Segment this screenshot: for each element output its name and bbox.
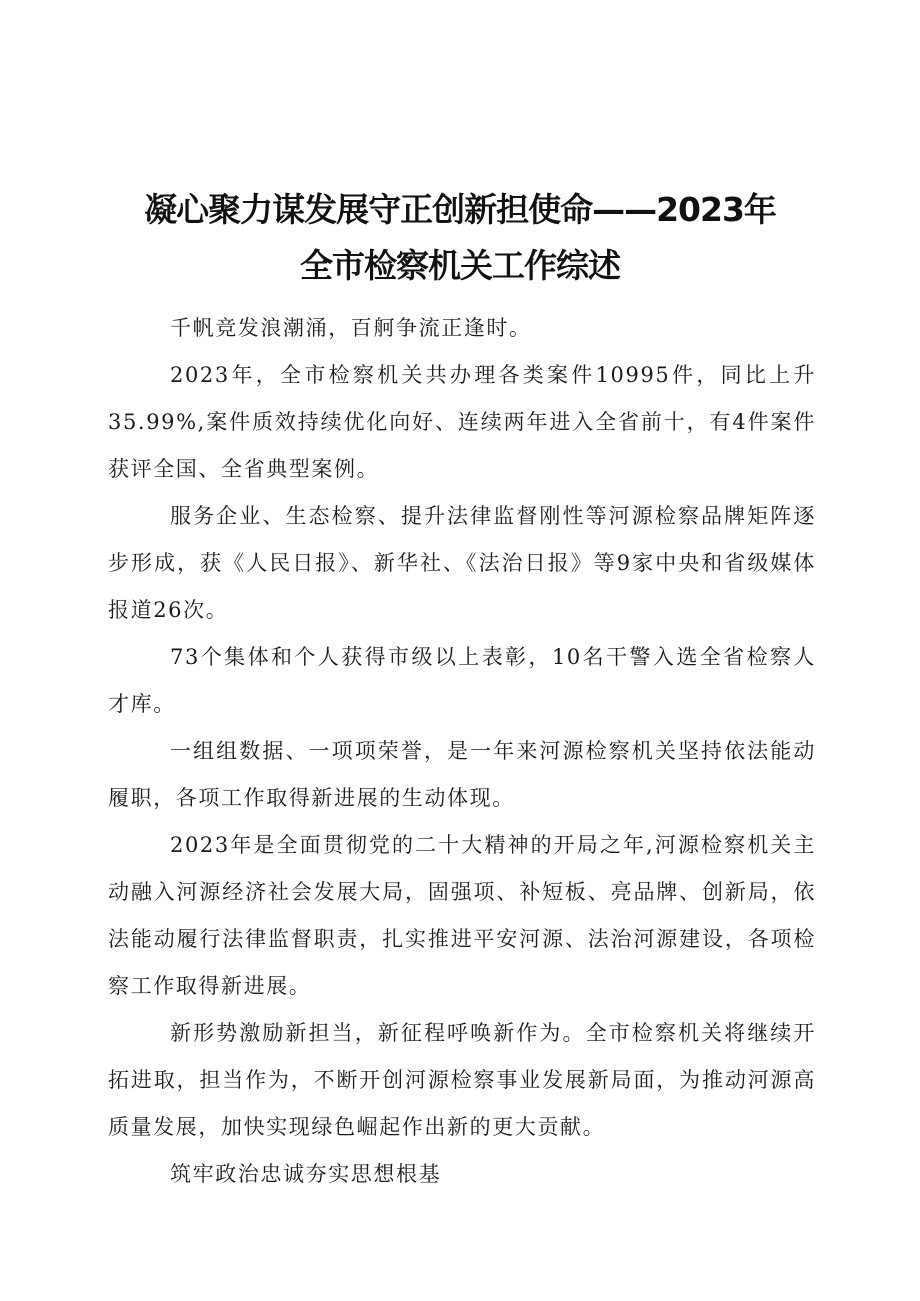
title-line-2: 全市检察机关工作综述 (300, 246, 620, 286)
paragraph-brand-media: 服务企业、生态检察、提升法律监督刚性等河源检察品牌矩阵逐步形成，获《人民日报》、新华社、《法治日报》等9家中央和省级媒体报道26次。 (108, 504, 816, 622)
section-heading-political-loyalty: 筑牢政治忠诚夯实思想根基 (170, 1162, 442, 1186)
paragraph-summary: 一组组数据、一项项荣誉，是一年来河源检察机关坚持依法能动履职，各项工作取得新进展的生动体现。 (108, 739, 816, 810)
paragraph-overview-2023: 2023年是全面贯彻党的二十大精神的开局之年,河源检察机关主动融入河源经济社会发展大局，固强项、补短板、亮品牌、创新局，依法能动履行法律监督职责，扎实推进平安河源、法治河源建设，各项检察工作取得新进展。 (108, 833, 816, 998)
paragraph-opening: 千帆竞发浪潮涌，百舸争流正逢时。 (170, 316, 532, 340)
paragraph-outlook: 新形势激励新担当，新征程呼唤新作为。全市检察机关将继续开拓进取，担当作为，不断开创河源检察事业发展新局面，为推动河源高质量发展，加快实现绿色崛起作出新的更大贡献。 (108, 1021, 816, 1139)
paragraph-case-statistics: 2023年，全市检察机关共办理各类案件10995件，同比上升35.99%,案件质效持续优化向好、连续两年进入全省前十，有4件案件获评全国、全省典型案例。 (108, 363, 816, 481)
document-title (0, 182, 920, 294)
document-body (108, 305, 816, 1198)
paragraph-honors: 73个集体和个人获得市级以上表彰，10名干警入选全省检察人才库。 (108, 645, 816, 716)
title-line-1: 凝心聚力谋发展守正创新担使命——2023年 (144, 190, 776, 230)
